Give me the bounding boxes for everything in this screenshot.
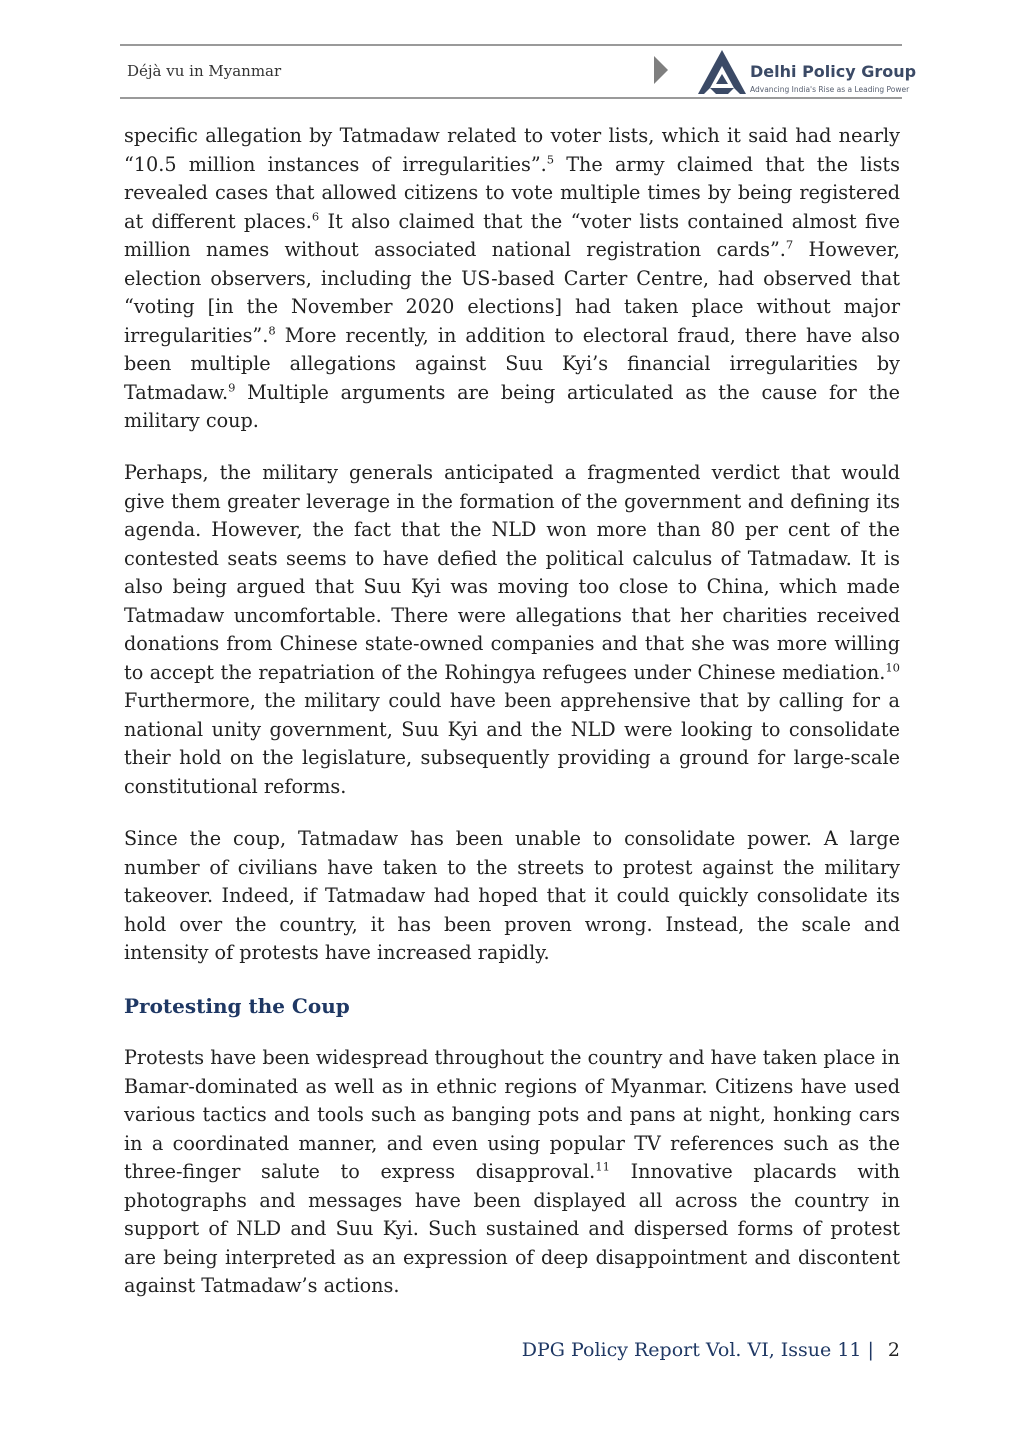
footer-separator: | [867, 1339, 874, 1361]
footnote-ref: 10 [885, 660, 900, 675]
body-paragraph-4: Protests have been widespread throughout the country and have taken place in Bamar-dominated as well as in ethnic regions of Myanmar. Citizens have used various tactics and tools such as banging pots and pans at night, honking cars in a coordinated manner, and even using popular TV references such as the three-finger salute to express disapproval.$^{11}$ Innovative placards with photographs and messages have been displayed all across the country in support of NLD and Suu Kyi. Such sustained and dispersed forms of protest are being interpreted as an expression of deep disappointment and discontent against Tatmadaw’s actions. [124, 1046, 900, 1297]
running-header-title: Déjà vu in Myanmar [127, 62, 282, 80]
body-paragraph-1: specific allegation by Tatmadaw related to voter lists, which it said had nearly “10.5 million instances of irregularities”.$^5$ The army claimed that the lists revealed cases that allowed citizens to vote multiple times by being registered at different places.$^6$ It also claimed that the “voter lists contained almost five million names without associated national registration cards”.$^7$ However, election observers, including the US-based Carter Centre, had observed that “voting [in the November 2020 elections] had taken place without major irregularities”.$^8$ More recently, in addition to electoral fraud, there have also been multiple allegations against Suu Kyi’s financial irregularities by Tatmadaw.$^9$ Multiple arguments are being articulated as the cause for the military coup. [124, 124, 900, 432]
body-paragraph-3: Since the coup, Tatmadaw has been unable to consolidate power. A large number of civilians have taken to the streets to protest against the military takeover. Indeed, if Tatmadaw had hoped that it could quickly consolidate its hold over the country, it has been proven wrong. Instead, the scale and intensity of protests have increased rapidly. [124, 827, 900, 964]
logo-tagline: Advancing India's Rise as a Leading Power [750, 85, 910, 94]
body-paragraph-2: Perhaps, the military generals anticipated a fragmented verdict that would give them greater leverage in the formation of the government and defining its agenda. However, the fact that the NLD won more than 80 per cent of the contested seats seems to have defied the political calculus of Tatmadaw. It is also being argued that Suu Kyi was moving too close to China, which made Tatmadaw uncomfortable. There were allegations that her charities received donations from Chinese state-owned companies and that she was more willing to accept the repatriation of the Rohingya refugees under Chinese mediation.$^{10}$ Furthermore, the military could have been apprehensive that by calling for a national unity government, Suu Kyi and the NLD were looking to consolidate their hold on the legislature, subsequently providing a ground for large-scale constitutional reforms. [124, 461, 900, 798]
play-arrow-icon [654, 56, 668, 84]
page-footer [522, 1339, 900, 1361]
section-heading: Protesting the Coup [124, 994, 350, 1018]
footnote-ref: 11 [595, 1159, 610, 1174]
header-top-rule [120, 44, 902, 46]
page-number: 2 [887, 1339, 900, 1361]
footnote-ref: 6 [311, 209, 320, 224]
footnote-ref: 8 [268, 323, 276, 338]
footnote-ref: 9 [228, 380, 236, 395]
dpg-logo-icon [696, 48, 748, 96]
footnote-ref: 7 [785, 237, 794, 252]
logo-wordmark: Delhi Policy Group [750, 62, 917, 81]
header-bottom-rule [120, 97, 902, 99]
footnote-ref: 5 [546, 152, 555, 167]
footer-report-title: DPG Policy Report Vol. VI, Issue 11 [521, 1339, 862, 1361]
